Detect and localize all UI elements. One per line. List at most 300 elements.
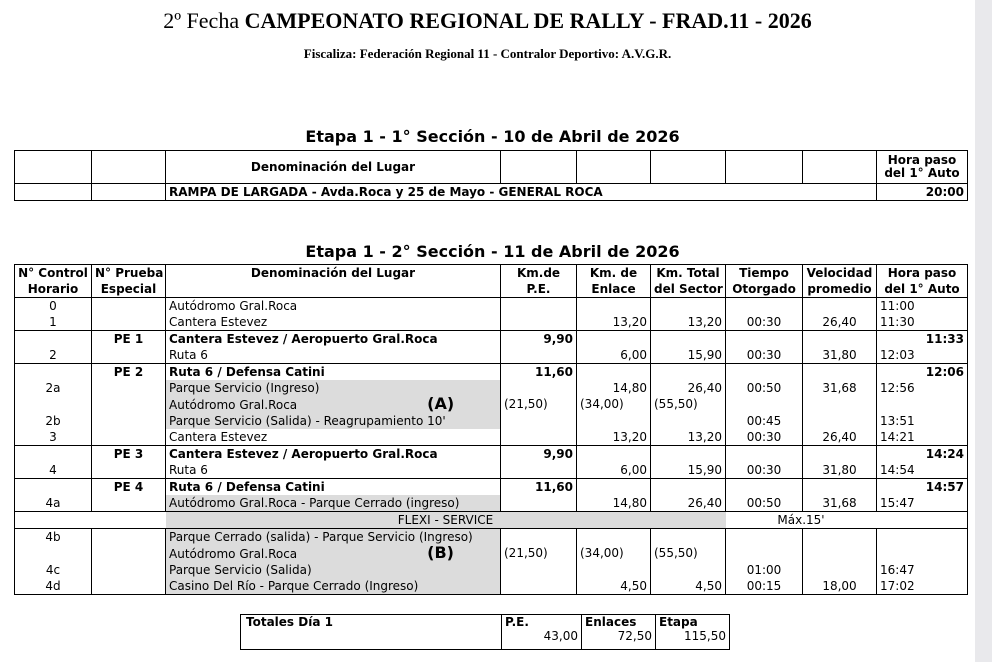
flexi-service-label: FLEXI - SERVICE bbox=[166, 512, 726, 529]
cell-hora bbox=[877, 347, 968, 364]
cell-velocidad bbox=[803, 413, 877, 429]
cell-km-total bbox=[651, 380, 726, 396]
cell-velocidad bbox=[803, 562, 877, 578]
totals-pe bbox=[502, 615, 582, 650]
cell-km-pe bbox=[501, 380, 577, 396]
cell-control bbox=[15, 314, 92, 331]
cell-hora-text: 15:47 bbox=[880, 495, 915, 510]
cell-km-enlace-text: 13,20 bbox=[612, 429, 647, 444]
cell-velocidad bbox=[803, 298, 877, 315]
cell-km-total-text: 4,50 bbox=[695, 578, 722, 593]
cell-hora-text: 14:54 bbox=[880, 462, 915, 477]
cell-km-enlace-text: (34,00) bbox=[580, 546, 624, 560]
table-row bbox=[15, 347, 968, 364]
table-row bbox=[15, 529, 968, 546]
totals-table bbox=[240, 614, 730, 650]
cell-place bbox=[166, 413, 501, 429]
cell-km-pe bbox=[501, 331, 577, 348]
section1-heading: Etapa 1 - 1° Sección - 10 de Abril de 2026 bbox=[305, 127, 680, 146]
cell-hora bbox=[877, 495, 968, 512]
cell-place-text: Autódromo Gral.Roca bbox=[169, 298, 298, 313]
cell-prueba bbox=[92, 562, 166, 578]
cell-km-enlace bbox=[577, 462, 651, 479]
cell-hora bbox=[877, 479, 968, 496]
cell-hora bbox=[877, 545, 968, 562]
cell-km-total-text: 13,20 bbox=[687, 429, 722, 444]
cell-km-total bbox=[651, 462, 726, 479]
cell-tiempo bbox=[726, 446, 803, 463]
col-header-velocidad bbox=[803, 265, 877, 298]
totals-label bbox=[241, 615, 502, 650]
table-row bbox=[15, 429, 968, 446]
cell-tiempo bbox=[726, 331, 803, 348]
group-letter: (B) bbox=[427, 545, 454, 562]
cell-control-text: 2 bbox=[49, 347, 57, 362]
cell-place-text: Ruta 6 bbox=[169, 347, 208, 362]
cell-km-total bbox=[651, 347, 726, 364]
section2-heading: Etapa 1 - 2° Sección - 11 de Abril de 2026 bbox=[305, 242, 680, 261]
cell-place-text: Cantera Estevez bbox=[169, 314, 268, 329]
cell-velocidad bbox=[803, 364, 877, 381]
cell-km-pe bbox=[501, 314, 577, 331]
cell-hora-text: 13:51 bbox=[880, 413, 915, 428]
cell-hora bbox=[877, 331, 968, 348]
col-header-control bbox=[15, 265, 92, 298]
col-header-prueba bbox=[92, 265, 166, 298]
cell-km-enlace-text: 14,80 bbox=[612, 495, 647, 510]
cell-km-enlace bbox=[577, 364, 651, 381]
cell-velocidad-text: 31,80 bbox=[822, 462, 857, 477]
cell-hora bbox=[877, 462, 968, 479]
cell-tiempo bbox=[726, 298, 803, 315]
cell-km-enlace bbox=[577, 479, 651, 496]
cell-place-text: Ruta 6 / Defensa Catini bbox=[169, 479, 325, 494]
cell-km-enlace bbox=[577, 396, 651, 413]
cell-km-total-text: 15,90 bbox=[687, 462, 722, 477]
cell-km-enlace bbox=[577, 331, 651, 348]
col-header-hora-line: Hora paso bbox=[887, 266, 957, 280]
col-header-control-line: N° Control bbox=[18, 266, 88, 280]
group-letter: (A) bbox=[427, 396, 455, 413]
cell-tiempo-text: 00:30 bbox=[746, 429, 782, 444]
cell-km-total bbox=[651, 331, 726, 348]
cell-place bbox=[166, 298, 501, 315]
section2-table bbox=[14, 264, 968, 595]
cell-km-total-text: 13,20 bbox=[687, 314, 722, 329]
s1-empty-cell bbox=[651, 151, 726, 184]
cell-km-enlace-text: 6,00 bbox=[620, 462, 647, 477]
side-strip bbox=[975, 0, 992, 662]
cell-km-pe bbox=[501, 347, 577, 364]
table-row bbox=[15, 331, 968, 348]
cell-km-pe bbox=[501, 429, 577, 446]
cell-tiempo bbox=[726, 396, 803, 413]
cell-hora bbox=[877, 314, 968, 331]
cell-tiempo-text: 00:50 bbox=[746, 495, 782, 510]
cell-prueba-text: PE 1 bbox=[113, 331, 144, 346]
cell-km-total bbox=[651, 364, 726, 381]
cell-hora-text: 14:21 bbox=[880, 429, 915, 444]
cell-tiempo-text: 00:50 bbox=[746, 380, 782, 395]
s1-header-time-2: del 1° Auto bbox=[884, 166, 960, 180]
flexi-empty-cell bbox=[15, 512, 92, 529]
cell-hora bbox=[877, 446, 968, 463]
cell-velocidad bbox=[803, 446, 877, 463]
s1-empty-cell bbox=[15, 184, 92, 201]
cell-tiempo bbox=[726, 529, 803, 546]
cell-prueba bbox=[92, 479, 166, 496]
cell-km-enlace-text: 6,00 bbox=[620, 347, 647, 362]
col-header-enlace-line: Km. de bbox=[589, 266, 638, 280]
cell-control bbox=[15, 495, 92, 512]
totals-enlaces-label: Enlaces bbox=[585, 615, 637, 629]
cell-control bbox=[15, 396, 92, 413]
cell-place-text: Autódromo Gral.Roca bbox=[169, 547, 298, 561]
cell-control bbox=[15, 429, 92, 446]
col-header-enlace-line: Enlace bbox=[591, 282, 636, 296]
cell-place-text: Parque Servicio (Salida) - Reagrupamiento 10' bbox=[169, 413, 446, 428]
col-header-prueba-line: Especial bbox=[100, 282, 157, 296]
cell-hora-text: 17:02 bbox=[880, 578, 915, 593]
cell-km-total bbox=[651, 446, 726, 463]
cell-prueba bbox=[92, 578, 166, 595]
cell-place bbox=[166, 331, 501, 348]
cell-km-pe-text: 9,90 bbox=[543, 446, 573, 461]
cell-hora-text: 11:33 bbox=[925, 331, 964, 346]
cell-prueba bbox=[92, 396, 166, 413]
col-header-kmpe-line: Km.de bbox=[516, 266, 561, 280]
col-header-kmpe bbox=[501, 265, 577, 298]
cell-control-text: 4 bbox=[49, 462, 57, 477]
cell-tiempo-text: 00:30 bbox=[746, 347, 782, 362]
cell-hora-text: 16:47 bbox=[880, 562, 915, 577]
table-row bbox=[15, 479, 968, 496]
table-row bbox=[15, 380, 968, 396]
cell-km-pe bbox=[501, 298, 577, 315]
cell-km-pe-text: 11,60 bbox=[535, 364, 573, 379]
cell-place-text: Parque Cerrado (salida) - Parque Servicio (Ingreso) bbox=[169, 529, 473, 544]
cell-place-text: Parque Servicio (Ingreso) bbox=[169, 380, 320, 395]
s1-start-time: 20:00 bbox=[877, 184, 968, 201]
cell-place bbox=[166, 479, 501, 496]
cell-control bbox=[15, 446, 92, 463]
totals-enlaces bbox=[582, 615, 656, 650]
s1-empty-cell bbox=[726, 151, 803, 184]
cell-control bbox=[15, 545, 92, 562]
cell-tiempo bbox=[726, 462, 803, 479]
cell-place-text: Parque Servicio (Salida) bbox=[169, 562, 312, 577]
cell-km-pe-text: 9,90 bbox=[543, 331, 573, 346]
cell-velocidad-text: 26,40 bbox=[822, 429, 857, 444]
cell-km-total bbox=[651, 479, 726, 496]
cell-prueba bbox=[92, 298, 166, 315]
cell-place bbox=[166, 347, 501, 364]
cell-tiempo bbox=[726, 314, 803, 331]
cell-velocidad bbox=[803, 545, 877, 562]
col-header-total bbox=[651, 265, 726, 298]
cell-prueba-text: PE 4 bbox=[113, 479, 144, 494]
cell-km-enlace-text: 14,80 bbox=[612, 380, 647, 395]
cell-control bbox=[15, 529, 92, 546]
cell-control bbox=[15, 298, 92, 315]
cell-velocidad-text: 31,68 bbox=[822, 380, 857, 395]
flexi-empty-cell bbox=[877, 512, 968, 529]
cell-place bbox=[166, 462, 501, 479]
cell-hora-text: 11:30 bbox=[880, 314, 915, 329]
col-header-total-line: del Sector bbox=[654, 282, 723, 296]
col-header-hora bbox=[877, 265, 968, 298]
cell-place-text: Cantera Estevez / Aeropuerto Gral.Roca bbox=[169, 446, 438, 461]
cell-velocidad bbox=[803, 314, 877, 331]
page-subtitle: Fiscaliza: Federación Regional 11 - Contralor Deportivo: A.V.G.R. bbox=[303, 46, 672, 61]
cell-km-total bbox=[651, 529, 726, 546]
cell-km-total bbox=[651, 413, 726, 429]
totals-etapa-label: Etapa bbox=[659, 615, 698, 629]
cell-place bbox=[166, 364, 501, 381]
cell-km-total bbox=[651, 562, 726, 578]
cell-place bbox=[166, 562, 501, 578]
cell-hora-text: 12:56 bbox=[880, 380, 915, 395]
cell-km-enlace bbox=[577, 413, 651, 429]
totals-label-text: Totales Día 1 bbox=[246, 615, 333, 629]
cell-km-pe bbox=[501, 364, 577, 381]
cell-tiempo-text: 00:30 bbox=[746, 462, 782, 477]
cell-prueba bbox=[92, 495, 166, 512]
cell-hora bbox=[877, 429, 968, 446]
table-row bbox=[15, 545, 968, 562]
cell-tiempo-text: 00:45 bbox=[746, 413, 782, 428]
cell-km-enlace-text: 13,20 bbox=[612, 314, 647, 329]
cell-tiempo bbox=[726, 364, 803, 381]
cell-prueba-text: PE 3 bbox=[113, 446, 144, 461]
cell-place bbox=[166, 380, 501, 396]
cell-prueba bbox=[92, 331, 166, 348]
cell-velocidad bbox=[803, 380, 877, 396]
s1-empty-cell bbox=[92, 184, 166, 201]
cell-km-enlace bbox=[577, 545, 651, 562]
cell-control-text: 1 bbox=[49, 314, 57, 329]
s1-header-place: Denominación del Lugar bbox=[166, 151, 501, 184]
col-header-prueba-line: N° Prueba bbox=[95, 266, 164, 280]
s1-start-place: RAMPA DE LARGADA - Avda.Roca y 25 de Mayo - GENERAL ROCA bbox=[166, 184, 877, 201]
cell-km-total-text: (55,50) bbox=[654, 546, 698, 560]
table-row bbox=[15, 314, 968, 331]
cell-prueba bbox=[92, 413, 166, 429]
col-header-place-line: Denominación del Lugar bbox=[250, 266, 416, 280]
cell-place-text: Casino Del Río - Parque Cerrado (Ingreso) bbox=[169, 578, 419, 593]
cell-place-text: Autódromo Gral.Roca bbox=[169, 398, 298, 412]
table-row bbox=[15, 512, 968, 529]
cell-velocidad-text: 18,00 bbox=[822, 578, 857, 593]
cell-hora bbox=[877, 364, 968, 381]
col-header-control-line: Horario bbox=[27, 282, 79, 296]
cell-km-enlace bbox=[577, 429, 651, 446]
cell-tiempo bbox=[726, 347, 803, 364]
cell-tiempo bbox=[726, 479, 803, 496]
cell-km-total bbox=[651, 578, 726, 595]
cell-place bbox=[166, 495, 501, 512]
title-prefix: 2º Fecha bbox=[163, 8, 240, 33]
cell-km-pe-text: (21,50) bbox=[504, 546, 548, 560]
col-header-tiempo-line: Otorgado bbox=[732, 282, 796, 296]
cell-prueba bbox=[92, 347, 166, 364]
cell-hora bbox=[877, 529, 968, 546]
table-row bbox=[15, 298, 968, 315]
cell-km-pe bbox=[501, 396, 577, 413]
cell-km-enlace bbox=[577, 380, 651, 396]
col-header-enlace bbox=[577, 265, 651, 298]
cell-km-pe bbox=[501, 529, 577, 546]
table-row bbox=[15, 462, 968, 479]
cell-tiempo bbox=[726, 413, 803, 429]
page-title bbox=[0, 8, 975, 34]
cell-control bbox=[15, 364, 92, 381]
cell-km-enlace bbox=[577, 578, 651, 595]
s1-empty-cell bbox=[501, 151, 577, 184]
cell-km-enlace bbox=[577, 298, 651, 315]
flexi-empty-cell bbox=[92, 512, 166, 529]
col-header-velocidad-line: Velocidad bbox=[806, 266, 873, 280]
flexi-max-time: Máx.15' bbox=[726, 512, 877, 529]
cell-prueba-text: PE 2 bbox=[113, 364, 144, 379]
cell-velocidad-text: 31,80 bbox=[822, 347, 857, 362]
cell-hora-text: 14:24 bbox=[925, 446, 964, 461]
cell-place bbox=[166, 446, 501, 463]
cell-tiempo-text: 01:00 bbox=[746, 562, 782, 577]
totals-pe-label: P.E. bbox=[505, 615, 529, 629]
cell-velocidad bbox=[803, 429, 877, 446]
cell-place-text: Cantera Estevez / Aeropuerto Gral.Roca bbox=[169, 331, 438, 346]
cell-velocidad bbox=[803, 479, 877, 496]
cell-km-total bbox=[651, 396, 726, 413]
s1-empty-cell bbox=[577, 151, 651, 184]
cell-place bbox=[166, 545, 501, 562]
table-row bbox=[15, 562, 968, 578]
cell-km-pe bbox=[501, 446, 577, 463]
cell-place bbox=[166, 578, 501, 595]
table-row bbox=[15, 413, 968, 429]
s1-header-time bbox=[877, 151, 968, 184]
cell-tiempo bbox=[726, 562, 803, 578]
cell-velocidad-text: 26,40 bbox=[822, 314, 857, 329]
cell-place bbox=[166, 529, 501, 546]
cell-km-total-text: 26,40 bbox=[687, 380, 722, 395]
cell-prueba bbox=[92, 364, 166, 381]
totals-pe-value: 43,00 bbox=[543, 629, 578, 643]
col-header-hora-line: del 1° Auto bbox=[884, 282, 960, 296]
cell-place bbox=[166, 396, 501, 413]
cell-prueba bbox=[92, 314, 166, 331]
cell-prueba bbox=[92, 545, 166, 562]
cell-km-total bbox=[651, 314, 726, 331]
cell-hora-text: 11:00 bbox=[880, 298, 915, 313]
table-row bbox=[15, 495, 968, 512]
cell-control-text: 0 bbox=[49, 298, 57, 313]
cell-hora bbox=[877, 396, 968, 413]
cell-tiempo-text: 00:15 bbox=[746, 578, 782, 593]
cell-hora bbox=[877, 578, 968, 595]
cell-km-enlace bbox=[577, 446, 651, 463]
cell-prueba bbox=[92, 429, 166, 446]
cell-km-pe-text: 11,60 bbox=[535, 479, 573, 494]
totals-etapa-value: 115,50 bbox=[684, 629, 726, 643]
cell-place-text: Ruta 6 bbox=[169, 462, 208, 477]
cell-control bbox=[15, 578, 92, 595]
cell-km-total-text: 26,40 bbox=[687, 495, 722, 510]
col-header-total-line: Km. Total bbox=[656, 266, 720, 280]
cell-km-enlace-text: (34,00) bbox=[580, 397, 624, 411]
cell-place-text: Cantera Estevez bbox=[169, 429, 268, 444]
cell-prueba bbox=[92, 446, 166, 463]
col-header-tiempo-line: Tiempo bbox=[739, 266, 789, 280]
col-header-place bbox=[166, 265, 501, 298]
cell-control-text: 2a bbox=[45, 380, 61, 395]
cell-velocidad bbox=[803, 347, 877, 364]
cell-control-text: 4d bbox=[45, 578, 61, 593]
cell-tiempo bbox=[726, 578, 803, 595]
col-header-kmpe-line: P.E. bbox=[526, 282, 551, 296]
cell-km-enlace-text: 4,50 bbox=[620, 578, 647, 593]
cell-hora bbox=[877, 413, 968, 429]
cell-velocidad bbox=[803, 462, 877, 479]
table-header-row bbox=[15, 265, 968, 298]
cell-km-pe bbox=[501, 413, 577, 429]
cell-velocidad-text: 31,68 bbox=[822, 495, 857, 510]
s1-empty-cell bbox=[92, 151, 166, 184]
cell-hora bbox=[877, 298, 968, 315]
table-body bbox=[15, 298, 968, 595]
cell-hora bbox=[877, 380, 968, 396]
cell-velocidad bbox=[803, 331, 877, 348]
cell-km-enlace bbox=[577, 314, 651, 331]
col-header-velocidad-line: promedio bbox=[807, 282, 872, 296]
table-row bbox=[15, 364, 968, 381]
cell-place-text: Autódromo Gral.Roca - Parque Cerrado (ingreso) bbox=[169, 495, 460, 510]
section1-table bbox=[14, 150, 968, 201]
title-main: CAMPEONATO REGIONAL DE RALLY - FRAD.11 - 2026 bbox=[244, 8, 812, 33]
cell-velocidad bbox=[803, 495, 877, 512]
cell-km-pe-text: (21,50) bbox=[504, 397, 548, 411]
cell-control bbox=[15, 347, 92, 364]
cell-km-pe bbox=[501, 562, 577, 578]
totals-etapa bbox=[656, 615, 730, 650]
cell-velocidad bbox=[803, 529, 877, 546]
cell-control-text: 4b bbox=[45, 529, 61, 544]
cell-km-pe bbox=[501, 545, 577, 562]
col-header-tiempo bbox=[726, 265, 803, 298]
cell-prueba bbox=[92, 462, 166, 479]
cell-control bbox=[15, 331, 92, 348]
cell-place bbox=[166, 314, 501, 331]
cell-tiempo bbox=[726, 429, 803, 446]
cell-prueba bbox=[92, 380, 166, 396]
cell-km-enlace bbox=[577, 347, 651, 364]
cell-km-pe bbox=[501, 462, 577, 479]
cell-km-total bbox=[651, 298, 726, 315]
cell-control bbox=[15, 479, 92, 496]
table-row bbox=[15, 446, 968, 463]
cell-km-enlace bbox=[577, 495, 651, 512]
cell-km-total bbox=[651, 545, 726, 562]
cell-control-text: 4a bbox=[45, 495, 61, 510]
cell-control bbox=[15, 462, 92, 479]
cell-km-total bbox=[651, 495, 726, 512]
cell-km-pe bbox=[501, 578, 577, 595]
cell-hora-text: 12:03 bbox=[880, 347, 915, 362]
s1-header-time-1: Hora paso bbox=[887, 153, 957, 167]
cell-hora-text: 14:57 bbox=[925, 479, 964, 494]
cell-tiempo bbox=[726, 545, 803, 562]
